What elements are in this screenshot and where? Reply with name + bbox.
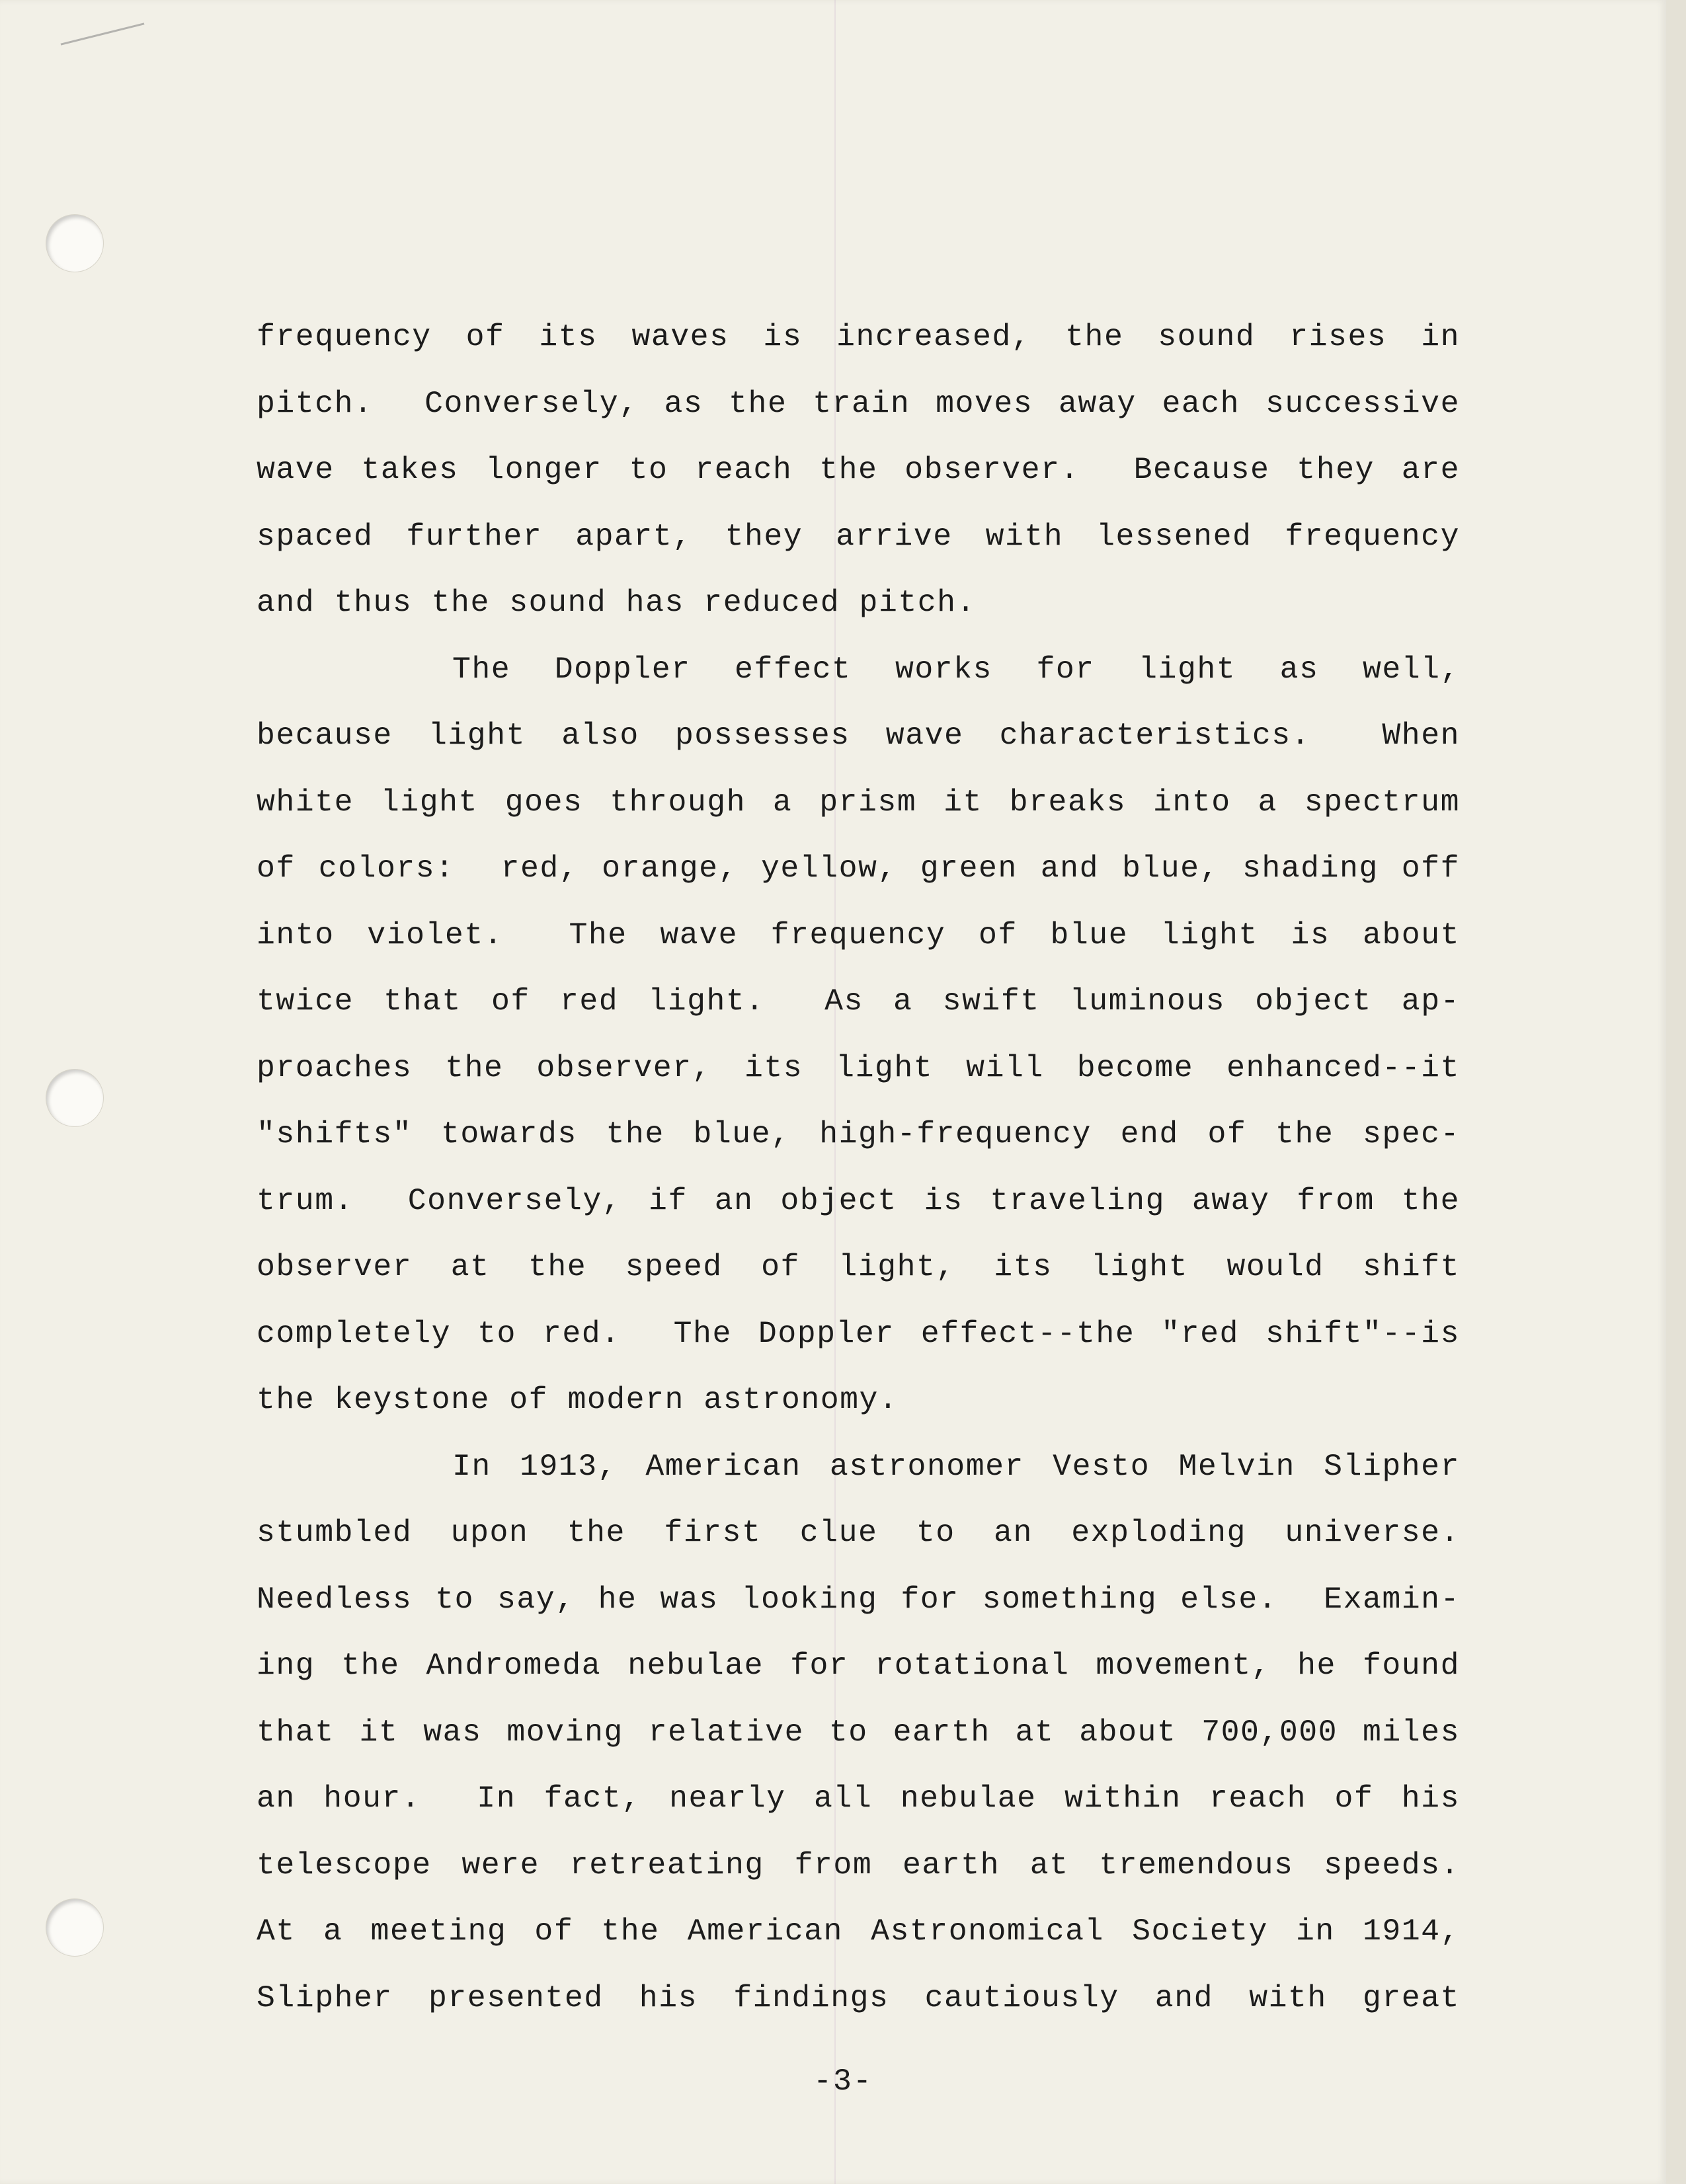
binder-hole-middle bbox=[46, 1070, 103, 1126]
text-line: stumbled upon the first clue to an exploding universe. bbox=[257, 1515, 1460, 1550]
text-line: because light also possesses wave characteristics. When bbox=[257, 718, 1460, 753]
text-line: Slipher presented his findings cautiously and with great bbox=[257, 1980, 1460, 2015]
text-line: wave takes longer to reach the observer. Because they are bbox=[257, 452, 1460, 487]
text-line: "shifts" towards the blue, high-frequency end of the spec- bbox=[257, 1116, 1460, 1151]
page-number: -3- bbox=[813, 2064, 873, 2099]
page-edge bbox=[1666, 0, 1686, 2184]
text-line: spaced further apart, they arrive with lessened frequency bbox=[257, 518, 1460, 554]
text-line: ing the Andromeda nebulae for rotational movement, he found bbox=[257, 1648, 1460, 1683]
body-text bbox=[257, 304, 1460, 2031]
pen-mark bbox=[61, 22, 145, 45]
text-line: At a meeting of the American Astronomical Society in 1914, bbox=[257, 1914, 1460, 1949]
text-line: that it was moving relative to earth at about 700,000 miles bbox=[257, 1714, 1460, 1750]
text-line: twice that of red light. As a swift luminous object ap- bbox=[257, 984, 1460, 1019]
text-line: the keystone of modern astronomy. bbox=[257, 1382, 899, 1417]
text-line: Needless to say, he was looking for something else. Examin- bbox=[257, 1581, 1460, 1617]
text-line: of colors: red, orange, yellow, green and blue, shading off bbox=[257, 851, 1460, 886]
text-line: and thus the sound has reduced pitch. bbox=[257, 585, 976, 620]
text-line: proaches the observer, its light will become enhanced--it bbox=[257, 1050, 1460, 1085]
text-line: In 1913, American astronomer Vesto Melvin Slipher bbox=[452, 1448, 1460, 1484]
binder-hole-top bbox=[46, 215, 103, 272]
text-line: telescope were retreating from earth at tremendous speeds. bbox=[257, 1847, 1460, 1883]
text-line: frequency of its waves is increased, the sound rises in bbox=[257, 319, 1460, 354]
text-line: into violet. The wave frequency of blue light is about bbox=[257, 917, 1460, 953]
binder-hole-bottom bbox=[46, 1899, 103, 1956]
text-line: an hour. In fact, nearly all nebulae within reach of his bbox=[257, 1781, 1460, 1816]
text-line: trum. Conversely, if an object is traveling away from the bbox=[257, 1183, 1460, 1218]
text-line: observer at the speed of light, its light would shift bbox=[257, 1249, 1460, 1284]
text-line: white light goes through a prism it breaks into a spectrum bbox=[257, 784, 1460, 820]
text-line: pitch. Conversely, as the train moves away each successive bbox=[257, 385, 1460, 421]
text-line: completely to red. The Doppler effect--the "red shift"--is bbox=[257, 1315, 1460, 1351]
text-line: The Doppler effect works for light as well, bbox=[452, 651, 1460, 687]
